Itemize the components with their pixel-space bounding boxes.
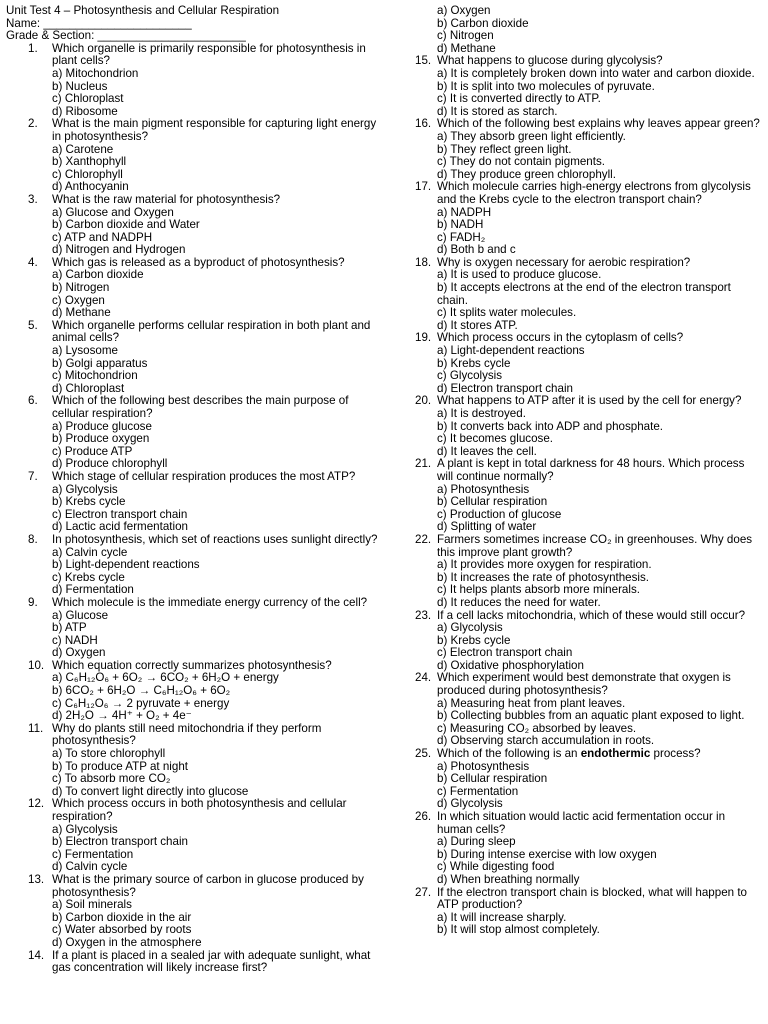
question-block [415, 332, 761, 395]
answer-option: c) It helps plants absorb more minerals. [437, 583, 640, 597]
question-text: A plant is kept in total darkness for 48 hours. Which process will continue normally? [437, 457, 745, 483]
answer-option: b) Nitrogen [52, 281, 110, 295]
answer-option: a) It is destroyed. [437, 407, 526, 420]
answer-option: c) It splits water molecules. [437, 306, 577, 320]
question-text: If the electron transport chain is blocked, what will happen to ATP production? [437, 885, 747, 912]
question-block [415, 811, 761, 887]
answer-option: b) Carbon dioxide in the air [52, 910, 192, 924]
answer-option: d) It leaves the cell. [437, 444, 537, 458]
question-text: Which process occurs in both photosynthesis and cellular respiration? [52, 797, 347, 823]
question-text: Farmers sometimes increase CO₂ in greenhouses. Why does this improve plant growth? [437, 532, 753, 559]
question-number: 6. [28, 394, 38, 408]
answer-option: b) Cellular respiration [437, 772, 548, 786]
question [6, 723, 382, 748]
answer-option: a) They absorb green light efficiently. [437, 129, 626, 143]
answer-option: a) Photosynthesis [437, 482, 530, 496]
answer-option: d) Oxygen [52, 646, 106, 660]
question-text: Which experiment would best demonstrate that oxygen is produced during photosynthesis? [437, 671, 731, 698]
option-list [6, 610, 382, 660]
question-block [6, 874, 382, 950]
answer-option: a) It will increase sharply. [437, 910, 567, 924]
question-block [415, 610, 761, 673]
left-question-list [6, 43, 382, 975]
question-block [415, 534, 761, 610]
question [6, 660, 382, 673]
question-text: Which molecule carries high-energy electrons from glycolysis and the Krebs cycle to the electron transport chain? [437, 180, 751, 206]
question [6, 950, 382, 975]
question-number: 25. [415, 747, 432, 761]
question-block [6, 471, 382, 534]
question-text: What happens to ATP after it is used by the cell for energy? [437, 394, 742, 408]
question-number: 19. [415, 331, 432, 345]
answer-option: c) ATP and NADPH [52, 230, 153, 244]
question [6, 395, 382, 420]
answer-option: c) While digesting food [437, 860, 555, 874]
answer-option: d) They produce green chlorophyll. [437, 167, 616, 181]
question-block [6, 660, 382, 723]
option-list [415, 912, 761, 937]
answer-option: a) Oxygen [437, 4, 491, 17]
question-block [6, 257, 382, 320]
answer-option: c) Fermentation [52, 847, 134, 861]
right-column [415, 5, 761, 937]
option-list [415, 131, 761, 181]
option-list [415, 5, 761, 55]
answer-option: a) NADPH [437, 205, 492, 219]
question-block [415, 748, 761, 811]
question-number: 17. [415, 180, 432, 194]
answer-option: c) Water absorbed by roots [52, 923, 192, 937]
question-text-part: Which of the following is an [437, 747, 581, 761]
answer-option: b) Collecting bubbles from an aquatic plant exposed to light. [437, 709, 745, 723]
option-list [6, 269, 382, 319]
question-number: 3. [28, 192, 38, 206]
answer-option: b) Electron transport chain [52, 835, 188, 849]
question-number: 20. [415, 394, 432, 408]
answer-option: b) It converts back into ADP and phosphate. [437, 419, 664, 433]
answer-option: b) NADH [437, 218, 484, 232]
answer-option: d) Oxidative phosphorylation [437, 658, 584, 672]
question-block [6, 597, 382, 660]
option-list [6, 484, 382, 534]
question [6, 194, 382, 207]
answer-option: d) Methane [52, 306, 111, 320]
option-list [415, 836, 761, 886]
answer-option: a) Glycolysis [437, 621, 503, 635]
question-text: What is the primary source of carbon in glucose produced by photosynthesis? [52, 872, 364, 899]
question-block [6, 950, 382, 975]
question-block [415, 55, 761, 118]
question-text-part: process? [650, 747, 701, 761]
answer-option: a) C₆H₁₂O₆ + 6O₂ → 6CO₂ + 6H₂O + energy [52, 671, 279, 685]
option-list [6, 68, 382, 118]
question [6, 471, 382, 484]
answer-option: d) To convert light directly into glucose [52, 784, 249, 798]
question [415, 395, 761, 408]
question-number: 27. [415, 885, 432, 899]
option-list [415, 622, 761, 672]
question-text: Which stage of cellular respiration produces the most ATP? [52, 469, 356, 483]
question-block [6, 798, 382, 874]
question-text: Why do plants still need mitochondria if they perform photosynthesis? [52, 721, 322, 748]
option-list [6, 547, 382, 597]
left-column [6, 5, 382, 975]
answer-option: d) It stores ATP. [437, 318, 518, 332]
answer-option: c) C₆H₁₂O₆ → 2 pyruvate + energy [52, 696, 230, 710]
answer-option: c) It is converted directly to ATP. [437, 92, 601, 106]
question-block [415, 257, 761, 333]
question [415, 458, 761, 483]
question [6, 597, 382, 610]
question-text: What is the main pigment responsible for capturing light energy in photosynthesis? [52, 117, 377, 143]
answer-option: a) It is completely broken down into water and carbon dioxide. [437, 66, 755, 80]
answer-option: a) Calvin cycle [52, 545, 128, 559]
question [415, 55, 761, 68]
question-text [437, 747, 701, 760]
answer-option: c) Chloroplast [52, 92, 124, 106]
question-text: If a plant is placed in a sealed jar with adequate sunlight, what gas concentration will likely increase first? [52, 948, 371, 975]
question [415, 332, 761, 345]
question-number: 21. [415, 457, 432, 471]
question-14-options [415, 5, 761, 55]
answer-option: b) Carbon dioxide and Water [52, 218, 200, 232]
question-number: 26. [415, 810, 432, 823]
option-list [415, 408, 761, 458]
name-field-label: Name: _______________________ [6, 16, 192, 30]
option-list [415, 269, 761, 332]
answer-option: d) Nitrogen and Hydrogen [52, 243, 186, 257]
question-block [415, 887, 761, 937]
question-text: What happens to glucose during glycolysis? [437, 54, 663, 68]
answer-option: b) Xanthophyll [52, 155, 127, 169]
answer-option: c) Measuring CO₂ absorbed by leaves. [437, 721, 637, 735]
answer-option: c) Glycolysis [437, 369, 503, 383]
answer-option: c) They do not contain pigments. [437, 155, 605, 169]
question-text: Which organelle performs cellular respiration in both plant and animal cells? [52, 318, 371, 345]
question-text: If a cell lacks mitochondria, which of these would still occur? [437, 608, 746, 622]
option-list [6, 899, 382, 949]
question-text: What is the raw material for photosynthesis? [52, 192, 281, 206]
answer-option: a) Glycolysis [52, 822, 118, 836]
answer-option: d) Chloroplast [52, 381, 125, 395]
answer-option: c) It becomes glucose. [437, 432, 553, 446]
answer-option: b) Krebs cycle [437, 356, 511, 370]
question-block [415, 672, 761, 748]
grade-section-field-label: Grade & Section: _______________________ [6, 29, 246, 43]
question-number: 15. [415, 54, 432, 68]
answer-option: b) They reflect green light. [437, 142, 572, 156]
answer-option: a) Photosynthesis [437, 759, 530, 773]
answer-option: a) Lysosome [52, 344, 118, 358]
question-number: 11. [28, 721, 44, 735]
answer-option: b) It is split into two molecules of pyruvate. [437, 79, 655, 93]
answer-option: d) Calvin cycle [52, 860, 128, 874]
option-list [415, 345, 761, 395]
option-list [415, 698, 761, 748]
answer-option: a) To store chlorophyll [52, 747, 166, 761]
question-block [6, 395, 382, 471]
question [6, 257, 382, 270]
answer-option: c) NADH [52, 633, 98, 647]
answer-option: b) To produce ATP at night [52, 759, 188, 773]
answer-option: b) It will stop almost completely. [437, 923, 600, 937]
question-block [6, 723, 382, 799]
question-number: 24. [415, 671, 432, 685]
answer-option: d) Produce chlorophyll [52, 457, 168, 471]
answer-option: a) Light-dependent reactions [437, 344, 585, 358]
answer-option: d) Methane [437, 41, 496, 55]
answer-option: d) Oxygen in the atmosphere [52, 935, 202, 949]
question-block [415, 118, 761, 181]
answer-option: b) Nucleus [52, 79, 108, 93]
answer-option: a) Glycolysis [52, 482, 118, 496]
question-text: Which equation correctly summarizes photosynthesis? [52, 658, 332, 672]
question-block [415, 395, 761, 458]
question [415, 118, 761, 131]
answer-option: a) It provides more oxygen for respiration. [437, 558, 652, 572]
option-list [6, 824, 382, 874]
question-number: 2. [28, 117, 38, 131]
question [415, 534, 761, 559]
question-number: 16. [415, 117, 432, 131]
answer-option: b) ATP [52, 621, 87, 635]
question-text: Which organelle is primarily responsible for photosynthesis in plant cells? [52, 41, 366, 68]
answer-option: d) Both b and c [437, 243, 516, 257]
answer-option: b) Krebs cycle [52, 495, 126, 509]
question-number: 10. [28, 658, 45, 672]
question [415, 672, 761, 697]
option-list [6, 144, 382, 194]
answer-option: a) During sleep [437, 835, 516, 849]
question-number: 8. [28, 532, 38, 546]
answer-option: a) Soil minerals [52, 898, 132, 912]
answer-option: a) Mitochondrion [52, 66, 139, 80]
answer-option: b) Golgi apparatus [52, 356, 148, 370]
option-list [6, 748, 382, 798]
option-list [6, 421, 382, 471]
question-number: 12. [28, 797, 45, 811]
question-block [415, 181, 761, 257]
answer-option: d) 2H₂O → 4H⁺ + O₂ + 4e⁻ [52, 709, 192, 723]
answer-option: a) Produce glucose [52, 419, 152, 433]
question-number: 9. [28, 595, 38, 609]
answer-option: a) Carbon dioxide [52, 268, 144, 282]
question-text-emphasis: endothermic [580, 747, 651, 761]
answer-option: c) Electron transport chain [52, 507, 188, 521]
question-block [6, 534, 382, 597]
answer-option: b) It accepts electrons at the end of the electron transport chain. [437, 281, 731, 307]
answer-option: d) When breathing normally [437, 872, 580, 886]
answer-option: d) It is stored as starch. [437, 104, 558, 118]
answer-option: d) Electron transport chain [437, 381, 573, 395]
question-number: 4. [28, 255, 38, 269]
option-list [415, 68, 761, 118]
question-text: Which of the following best describes the main purpose of cellular respiration? [52, 394, 349, 420]
question-number: 23. [415, 608, 432, 622]
question-block [6, 43, 382, 119]
option-list [6, 345, 382, 395]
question [6, 798, 382, 823]
question [6, 118, 382, 143]
answer-option: b) Krebs cycle [437, 633, 511, 647]
question-block [415, 458, 761, 534]
question [6, 534, 382, 547]
answer-option: d) Fermentation [52, 583, 134, 597]
test-title: Unit Test 4 – Photosynthesis and Cellular Respiration [6, 4, 280, 17]
option-list [415, 207, 761, 257]
question [415, 887, 761, 912]
question-number: 7. [28, 469, 38, 483]
answer-option: c) Produce ATP [52, 444, 133, 458]
answer-option: d) Lactic acid fermentation [52, 520, 188, 534]
answer-option: d) Splitting of water [437, 520, 537, 534]
answer-option: a) Measuring heat from plant leaves. [437, 696, 626, 710]
answer-option: c) Oxygen [52, 293, 105, 307]
answer-option: c) FADH₂ [437, 230, 486, 244]
answer-option: a) Glucose [52, 608, 109, 622]
option-list [415, 484, 761, 534]
question-block [6, 320, 382, 396]
answer-option: b) Light-dependent reactions [52, 558, 200, 572]
question-text: In which situation would lactic acid fermentation occur in human cells? [437, 810, 726, 836]
question-text: In photosynthesis, which set of reactions uses sunlight directly? [52, 532, 378, 546]
option-list [415, 761, 761, 811]
right-question-list [415, 55, 761, 937]
answer-option: b) 6CO₂ + 6H₂O → C₆H₁₂O₆ + 6O₂ [52, 684, 231, 698]
option-list [6, 672, 382, 722]
answer-option: d) Ribosome [52, 104, 118, 118]
answer-option: d) Observing starch accumulation in roots. [437, 734, 655, 748]
answer-option: c) Fermentation [437, 784, 519, 798]
question-number: 22. [415, 532, 432, 546]
answer-option: a) Glucose and Oxygen [52, 205, 174, 219]
question-number: 1. [28, 41, 38, 55]
question-block [6, 118, 382, 194]
question-number: 5. [28, 318, 38, 332]
question-number: 14. [28, 948, 45, 962]
answer-option: c) Krebs cycle [52, 570, 125, 584]
question-block [6, 194, 382, 257]
answer-option: c) Chlorophyll [52, 167, 123, 181]
answer-option: b) Produce oxygen [52, 432, 150, 446]
question-text: Which process occurs in the cytoplasm of cells? [437, 331, 684, 345]
question-text: Why is oxygen necessary for aerobic respiration? [437, 255, 691, 269]
question [415, 257, 761, 270]
answer-option: d) Glycolysis [437, 797, 503, 811]
question-text: Which molecule is the immediate energy currency of the cell? [52, 595, 368, 609]
answer-option: b) Carbon dioxide [437, 16, 529, 30]
answer-option: c) Production of glucose [437, 507, 562, 521]
answer-option: b) During intense exercise with low oxygen [437, 847, 657, 861]
answer-option: a) It is used to produce glucose. [437, 268, 602, 282]
answer-option: a) Carotene [52, 142, 114, 156]
option-list [415, 559, 761, 609]
question [6, 320, 382, 345]
answer-option: c) Electron transport chain [437, 646, 573, 660]
answer-option: b) Cellular respiration [437, 495, 548, 509]
question-number: 13. [28, 872, 45, 886]
question-number: 18. [415, 255, 432, 269]
answer-option: b) It increases the rate of photosynthesis. [437, 570, 650, 584]
option-list [6, 207, 382, 257]
question [415, 811, 761, 836]
question [6, 43, 382, 68]
question-text: Which gas is released as a byproduct of photosynthesis? [52, 255, 345, 269]
question-text: Which of the following best explains why leaves appear green? [437, 117, 760, 131]
question [415, 181, 761, 206]
question [415, 610, 761, 623]
answer-option: d) Anthocyanin [52, 180, 129, 194]
answer-option: c) To absorb more CO₂ [52, 772, 171, 786]
answer-option: d) It reduces the need for water. [437, 595, 601, 609]
question [6, 874, 382, 899]
answer-option: c) Mitochondrion [52, 369, 138, 383]
question [415, 748, 761, 761]
answer-option: c) Nitrogen [437, 29, 494, 43]
